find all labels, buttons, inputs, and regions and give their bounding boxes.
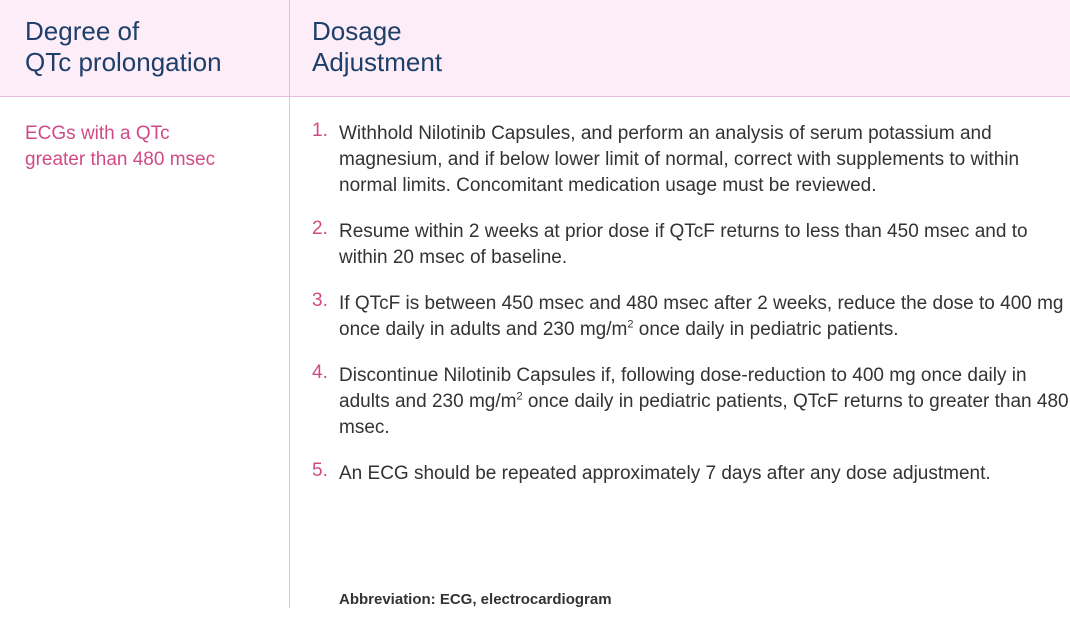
step-item	[312, 461, 1070, 487]
step-number: 1.	[312, 120, 328, 141]
superscript: 2	[516, 390, 523, 403]
step-text	[339, 365, 1069, 438]
step-text: Resume within 2 weeks at prior dose if QTcF returns to less than 450 msec and to within 20 msec of baseline.	[339, 221, 1028, 268]
header-degree	[25, 16, 275, 78]
degree-line2: greater than 480 msec	[25, 149, 216, 170]
step-number: 4.	[312, 362, 328, 383]
header-dosage	[312, 16, 612, 78]
adjustment-steps	[312, 121, 1070, 507]
step-text: Withhold Nilotinib Capsules, and perform an analysis of serum potassium and magnesium, and if below lower limit of normal, correct with supplements to within normal limits. Concomitant medication usage must be reviewed.	[339, 123, 1020, 196]
step-text-part: once daily in pediatric patients, QTcF returns to greater than 480 msec.	[339, 391, 1069, 438]
step-text-part: once daily in pediatric patients.	[633, 319, 899, 340]
header-degree-line2: QTc prolongation	[25, 47, 222, 77]
step-text-part: Discontinue Nilotinib Capsules if, following dose-reduction to 400 mg once daily in adults and 230 mg/m	[339, 365, 1027, 412]
degree-cell	[25, 121, 275, 173]
step-item	[312, 121, 1070, 199]
header-degree-line1: Degree of	[25, 16, 140, 46]
header-dosage-line2: Adjustment	[312, 47, 443, 77]
step-item	[312, 219, 1070, 271]
step-number: 3.	[312, 290, 328, 311]
step-number: 2.	[312, 218, 328, 239]
column-divider	[289, 0, 290, 608]
step-item	[312, 363, 1070, 441]
degree-line1: ECGs with a QTc	[25, 123, 170, 144]
step-text	[339, 293, 1064, 340]
superscript: 2	[627, 318, 634, 331]
step-item	[312, 291, 1070, 343]
header-dosage-line1: Dosage	[312, 16, 402, 46]
table-header	[0, 0, 1070, 97]
step-number: 5.	[312, 460, 328, 481]
step-text-part: If QTcF is between 450 msec and 480 msec after 2 weeks, reduce the dose to 400 mg once daily in adults and 230 mg/m	[339, 293, 1064, 340]
abbreviation-note: Abbreviation: ECG, electrocardiogram	[339, 591, 612, 608]
step-text: An ECG should be repeated approximately 7 days after any dose adjustment.	[339, 463, 991, 484]
